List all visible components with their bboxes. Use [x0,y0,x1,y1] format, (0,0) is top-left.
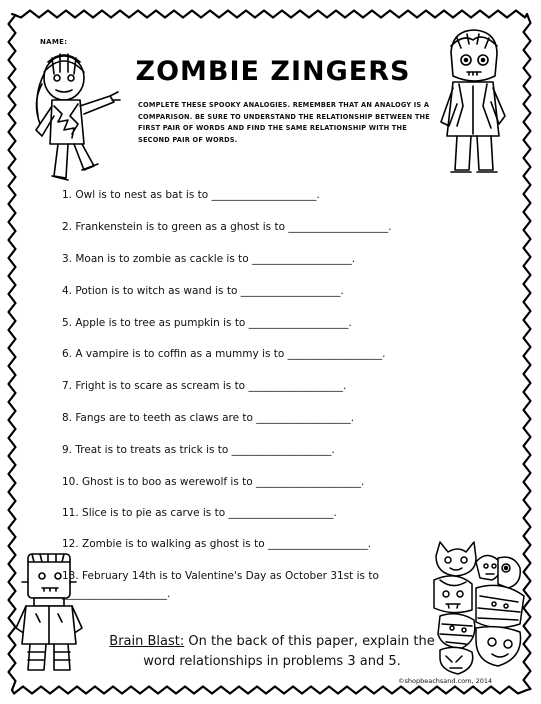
question-13: 13. February 14th is to Valentine's Day as October 31st is to ____________________. [62,570,379,600]
brain-blast-label: Brain Blast: [109,634,185,649]
name-label: NAME: [40,38,68,46]
question-9: 9. Treat is to treats as trick is to ___________________. [62,444,335,456]
question-3: 3. Moan is to zombie as cackle is to ___________________. [62,253,356,265]
question-8: 8. Fangs are to teeth as claws are to __________________. [62,412,355,424]
question-5: 5. Apple is to tree as pumpkin is to ___________________. [62,317,352,329]
question-1: 1. Owl is to nest as bat is to ____________________. [62,189,320,201]
instructions: COMPLETE THESE SPOOKY ANALOGIES. REMEMBER THAT AN ANALOGY IS A COMPARISON. BE SURE TO UNDERSTAND THE RELATIONSHIP BETWEEN THE FIRST PAIR OF WORDS AND FIND THE SAME RELATIONSHIP WITH THE SECOND PAIR OF WORDS. [138,101,430,144]
copyright: ©shopbeachsand.com, 2014 [398,677,493,685]
question-2: 2. Frankenstein is to green as a ghost is to ___________________. [62,221,392,233]
page-title: ZOMBIE ZINGERS [135,56,411,87]
brain-blast-text: On the back of this paper, explain the word relationships in problems 3 and 5. [143,634,435,669]
question-4: 4. Potion is to witch as wand is to ___________________. [62,285,344,297]
question-11: 11. Slice is to pie as carve is to ____________________. [62,507,337,519]
brain-blast [92,632,452,672]
question-10: 10. Ghost is to boo as werewolf is to ____________________. [62,476,365,488]
question-6: 6. A vampire is to coffin as a mummy is to __________________. [62,348,386,360]
zombie-boy-icon [433,26,515,181]
question-12: 12. Zombie is to walking as ghost is to ___________________. [62,538,372,550]
question-7: 7. Fright is to scare as scream is to __________________. [62,380,347,392]
zombie-girl-icon [22,44,122,189]
